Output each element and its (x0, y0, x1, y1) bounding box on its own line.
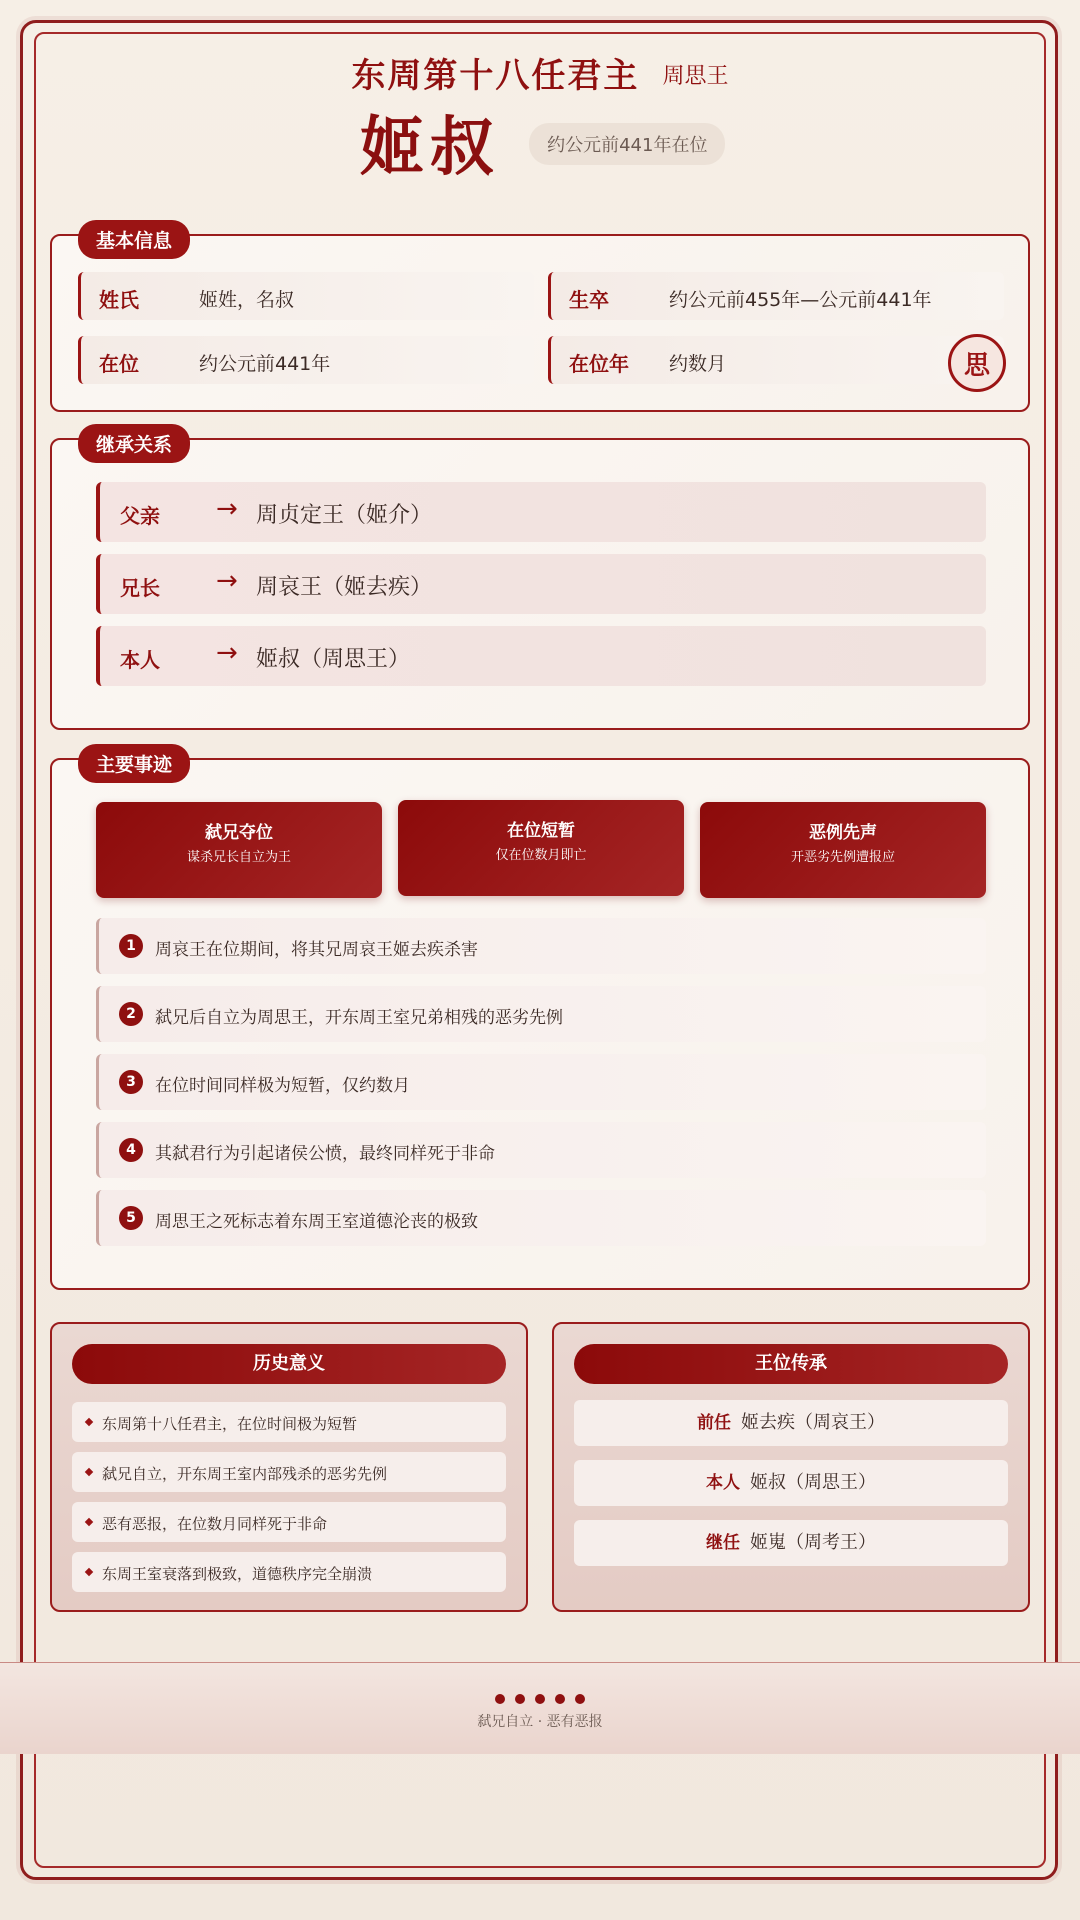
dot-icon (535, 1694, 545, 1704)
event-text: 周哀王在位期间，将其兄周哀王姬去疾杀害 (155, 940, 478, 960)
event-number: 2 (119, 1002, 143, 1026)
throne-item-successor (574, 1520, 1008, 1566)
event-row (96, 1054, 986, 1110)
event-text: 弑兄后自立为周思王，开东周王室兄弟相残的恶劣先例 (155, 1008, 563, 1028)
throne-item-self (574, 1460, 1008, 1506)
throne-value: 姬叔（周思王） (750, 1472, 876, 1493)
succession-row-brother (96, 554, 986, 614)
person-name: 姬叔 (360, 111, 500, 185)
succession-key: 父亲 (120, 504, 160, 528)
diamond-bullet-icon (85, 1468, 93, 1476)
info-value: 姬姓，名叔 (199, 289, 295, 311)
significance-panel (50, 1322, 528, 1612)
succession-value: 周贞定王（姬介） (256, 503, 433, 528)
deed-title: 恶例先声 (809, 823, 877, 843)
deed-desc: 开恶劣先例遭报应 (790, 850, 895, 865)
info-key: 在位 (99, 352, 139, 376)
dot-icon (575, 1694, 585, 1704)
event-number: 5 (119, 1206, 143, 1230)
seal-icon: 思 (948, 334, 1006, 392)
deed-title: 弑兄夺位 (205, 823, 273, 843)
footer-text: 弑兄自立 · 恶有恶报 (477, 1714, 603, 1730)
event-row (96, 1122, 986, 1178)
event-row (96, 986, 986, 1042)
dot-icon (495, 1694, 505, 1704)
reign-name: 周思王 (662, 64, 729, 89)
name-line (360, 96, 725, 188)
event-text: 周思王之死标志着东周王室道德沦丧的极致 (155, 1212, 478, 1232)
era-badge: 约公元前441年在位 (529, 123, 725, 165)
event-number: 4 (119, 1138, 143, 1162)
deed-card (96, 802, 382, 898)
section-tag-succession: 继承关系 (78, 424, 190, 463)
info-key: 在位年 (569, 352, 629, 376)
arrow-right-icon: → (216, 494, 238, 524)
dynasty-line (0, 48, 1080, 97)
significance-text: 东周王室衰落到极致，道德秩序完全崩溃 (102, 1565, 373, 1583)
info-value: 约数月 (669, 353, 727, 375)
diamond-bullet-icon (85, 1568, 93, 1576)
throne-key: 本人 (706, 1473, 740, 1493)
significance-title: 历史意义 (72, 1344, 506, 1384)
succession-row-self (96, 626, 986, 686)
info-cell-reign-length (548, 336, 1004, 384)
event-row (96, 1190, 986, 1246)
significance-text: 弑兄自立，开东周王室内部残杀的恶劣先例 (102, 1465, 388, 1483)
throne-title: 王位传承 (574, 1344, 1008, 1384)
basic-info-section (50, 230, 1030, 412)
significance-item (72, 1502, 506, 1542)
deed-title: 在位短暂 (507, 821, 575, 841)
significance-item (72, 1552, 506, 1592)
throne-key: 前任 (697, 1413, 731, 1433)
info-cell-surname (78, 272, 534, 320)
section-tag-deeds: 主要事迹 (78, 744, 190, 783)
diamond-bullet-icon (85, 1418, 93, 1426)
deeds-section (50, 754, 1030, 1290)
significance-text: 东周第十八任君主，在位时间极为短暂 (102, 1415, 358, 1433)
dot-icon (555, 1694, 565, 1704)
event-number: 3 (119, 1070, 143, 1094)
dot-icon (515, 1694, 525, 1704)
succession-row-father (96, 482, 986, 542)
info-cell-lifespan (548, 272, 1004, 320)
event-number: 1 (119, 934, 143, 958)
event-text: 其弑君行为引起诸侯公愤，最终同样死于非命 (155, 1144, 495, 1164)
info-key: 姓氏 (99, 288, 139, 312)
significance-item (72, 1452, 506, 1492)
footer (0, 1662, 1080, 1754)
page-header (0, 44, 1080, 184)
deed-desc: 谋杀兄长自立为王 (186, 850, 291, 865)
succession-value: 姬叔（周思王） (256, 647, 411, 672)
info-value: 约公元前455年—公元前441年 (669, 289, 932, 311)
throne-item-predecessor (574, 1400, 1008, 1446)
significance-text: 恶有恶报，在位数月同样死于非命 (102, 1515, 328, 1533)
throne-value: 姬嵬（周考王） (750, 1532, 876, 1553)
section-tag-basic-info: 基本信息 (78, 220, 190, 259)
succession-key: 兄长 (120, 576, 160, 600)
throne-value: 姬去疾（周哀王） (741, 1412, 885, 1433)
arrow-right-icon: → (216, 638, 238, 668)
info-key: 生卒 (569, 288, 609, 312)
event-text: 在位时间同样极为短暂，仅约数月 (155, 1076, 410, 1096)
succession-section (50, 434, 1030, 730)
dynasty-title: 东周第十八任君主 (351, 56, 640, 96)
deed-desc: 仅在位数月即亡 (495, 848, 587, 863)
throne-panel (552, 1322, 1030, 1612)
diamond-bullet-icon (85, 1518, 93, 1526)
info-cell-reign (78, 336, 534, 384)
succession-key: 本人 (120, 648, 160, 672)
significance-item (72, 1402, 506, 1442)
deed-card (700, 802, 986, 898)
event-row (96, 918, 986, 974)
arrow-right-icon: → (216, 566, 238, 596)
footer-dots (0, 1689, 1080, 1708)
info-value: 约公元前441年 (199, 353, 331, 375)
deed-card (398, 800, 684, 896)
throne-key: 继任 (706, 1533, 740, 1553)
succession-value: 周哀王（姬去疾） (256, 575, 433, 600)
